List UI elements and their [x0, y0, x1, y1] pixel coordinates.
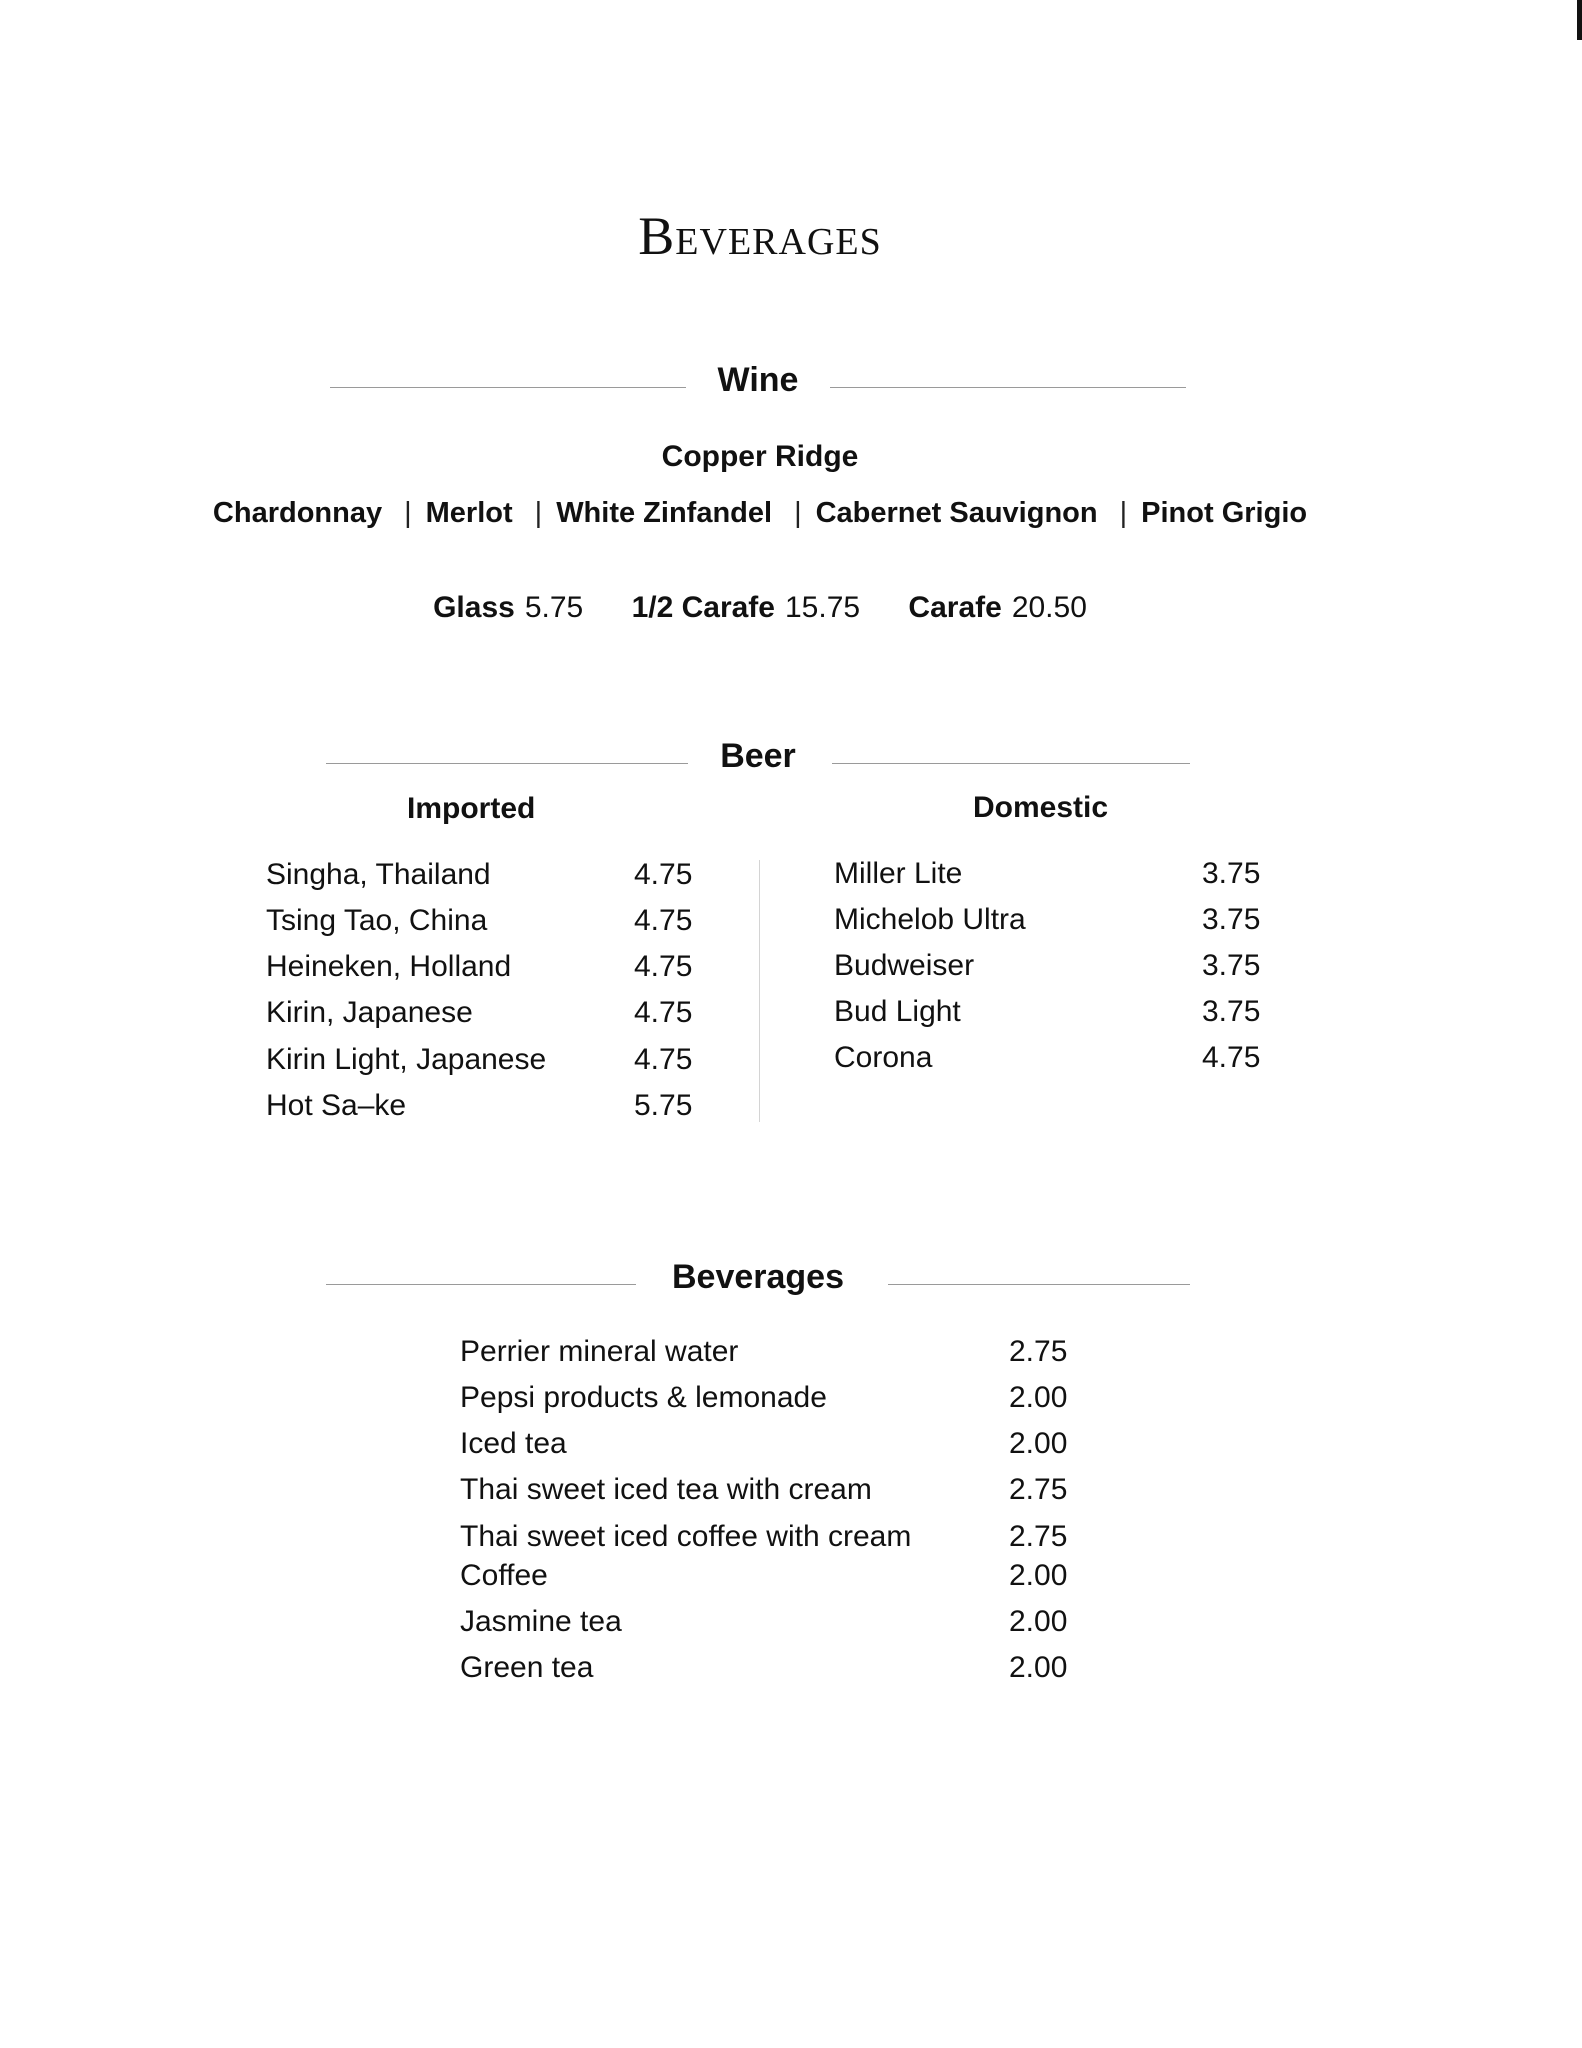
varietal-separator: | [1119, 497, 1128, 529]
item-name: Tsing Tao, China [266, 904, 488, 937]
item-price: 4.75 [634, 858, 693, 891]
item-price: 3.75 [1202, 949, 1261, 982]
wine-section-heading [326, 361, 1190, 411]
item-price: 4.75 [634, 950, 693, 983]
wine-pour-sizes [0, 591, 1520, 625]
item-name: Bud Light [834, 995, 961, 1028]
varietal: Merlot [425, 497, 513, 529]
wine-heading: Wine [717, 361, 799, 399]
item-price: 2.75 [1009, 1520, 1068, 1553]
domestic-heading: Domestic [973, 791, 1109, 824]
item-price: 2.00 [1009, 1427, 1068, 1460]
beer-column-divider [759, 860, 760, 1122]
wine-varietals [0, 497, 1520, 530]
size-label: 1/2 Carafe [631, 591, 775, 624]
item-name: Kirin Light, Japanese [266, 1043, 547, 1076]
item-price: 2.00 [1009, 1651, 1068, 1684]
size-label: Carafe [908, 591, 1002, 624]
item-price: 3.75 [1202, 857, 1261, 890]
item-name: Michelob Ultra [834, 903, 1026, 936]
item-price: 2.00 [1009, 1559, 1068, 1592]
item-name: Thai sweet iced coffee with cream [460, 1520, 912, 1553]
item-price: 2.00 [1009, 1605, 1068, 1638]
beer-heading: Beer [720, 737, 796, 775]
item-price: 4.75 [634, 904, 693, 937]
item-price: 4.75 [634, 996, 693, 1029]
item-name: Singha, Thailand [266, 858, 491, 891]
page-edge-mark [1577, 0, 1582, 40]
varietal: Chardonnay [212, 497, 383, 529]
item-price: 2.75 [1009, 1473, 1068, 1506]
item-price: 5.75 [634, 1089, 693, 1122]
item-price: 4.75 [634, 1043, 693, 1076]
item-price: 2.00 [1009, 1381, 1068, 1414]
item-name: Jasmine tea [460, 1605, 622, 1638]
size-price: 5.75 [524, 591, 584, 624]
item-name: Coffee [460, 1559, 548, 1592]
winery-name: Copper Ridge [661, 440, 859, 473]
item-name: Hot Sa–ke [266, 1089, 407, 1122]
wine-size-carafe [908, 591, 1086, 624]
item-price: 4.75 [1202, 1041, 1261, 1074]
varietal-separator: | [794, 497, 802, 529]
beer-section-heading [326, 737, 1190, 787]
wine-size-glass [433, 591, 583, 624]
wine-size-half-carafe [632, 591, 861, 624]
item-name: Perrier mineral water [460, 1335, 739, 1368]
item-name: Kirin, Japanese [266, 996, 473, 1029]
page-title: Beverages [638, 206, 882, 266]
varietal: Pinot Grigio [1141, 497, 1308, 529]
varietal: White Zinfandel [556, 497, 773, 529]
item-name: Budweiser [834, 949, 975, 982]
imported-heading: Imported [407, 792, 536, 825]
varietal-separator: | [404, 497, 412, 529]
beverages-heading: Beverages [671, 1258, 844, 1296]
size-price: 15.75 [785, 591, 861, 624]
item-price: 2.75 [1009, 1335, 1068, 1368]
beverages-section-heading [326, 1258, 1190, 1308]
size-price: 20.50 [1011, 591, 1087, 624]
varietal-separator: | [534, 497, 543, 529]
item-name: Corona [834, 1041, 933, 1074]
item-name: Green tea [460, 1651, 594, 1684]
varietal: Cabernet Sauvignon [815, 497, 1098, 529]
item-name: Miller Lite [834, 857, 963, 890]
item-name: Thai sweet iced tea with cream [460, 1473, 872, 1506]
size-label: Glass [433, 591, 515, 624]
item-name: Heineken, Holland [266, 950, 512, 983]
item-name: Pepsi products & lemonade [460, 1381, 827, 1414]
item-price: 3.75 [1202, 995, 1261, 1028]
item-name: Iced tea [460, 1427, 567, 1460]
item-price: 3.75 [1202, 903, 1261, 936]
